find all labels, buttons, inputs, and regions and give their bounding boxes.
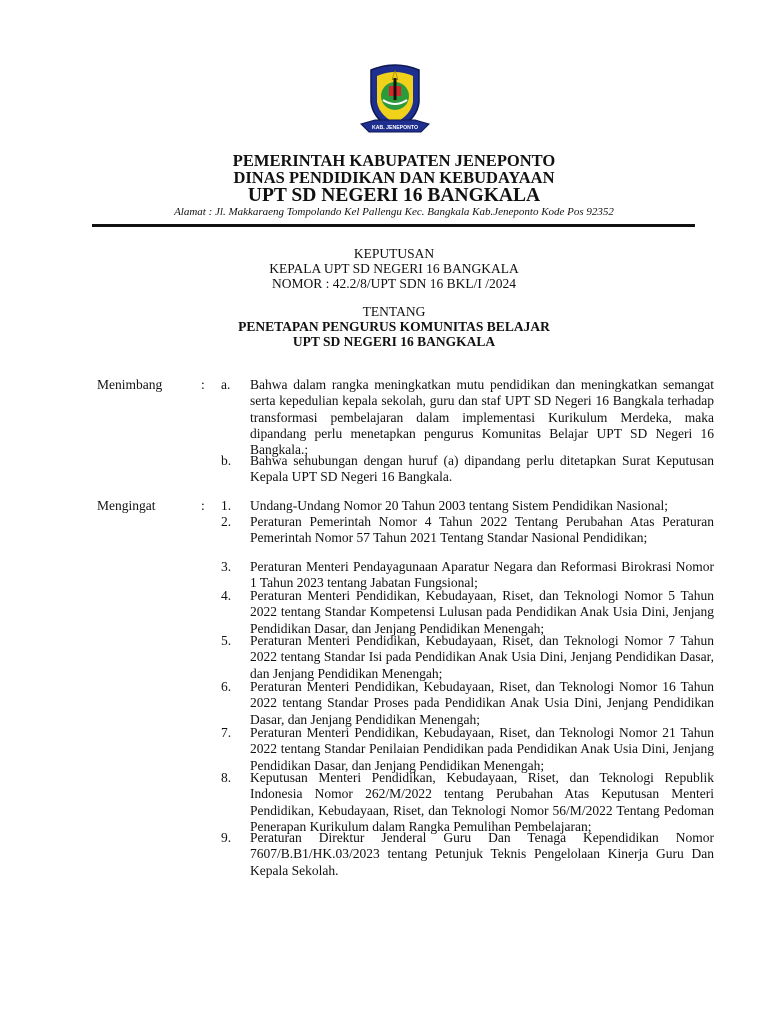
mengingat-item-text: Peraturan Menteri Pendidikan, Kebudayaan, Riset, dan Teknologi Nomor 7 Tahun 2022 tentang Standar Isi pada Pendidikan Anak Usia Dini, Jenjang Pendidikan Dasar, dan Jenjang Pendidikan Menengah; [250, 633, 714, 681]
mengingat-marker: 7. [221, 725, 232, 740]
menimbang-colon: : [201, 377, 205, 392]
mengingat-marker: 5. [221, 633, 232, 648]
mengingat-marker: 9. [221, 830, 232, 845]
mengingat-marker: 2. [221, 514, 232, 529]
letterhead-divider [92, 224, 695, 227]
mengingat-item-text: Undang-Undang Nomor 20 Tahun 2003 tentang Sistem Pendidikan Nasional; [250, 498, 668, 513]
mengingat-item-text: Keputusan Menteri Pendidikan, Kebudayaan, Riset, dan Teknologi Republik Indonesia Nomor 262/M/2022 tentang Perubahan Atas Keputusan Menteri Pendidikan, Kebudayaan, Riset, dan Teknologi Nomor 56/M/2022 Tentang Pedoman Penerapan Kurikulum dalam Rangka Pemulihan Pembelajaran; [250, 770, 714, 834]
mengingat-marker: 1. [221, 498, 232, 513]
mengingat-marker: 3. [221, 559, 232, 574]
letterhead-government-line: PEMERINTAH KABUPATEN JENEPONTO [232, 151, 556, 170]
mengingat-colon: : [201, 498, 205, 513]
regency-emblem-logo [351, 60, 439, 140]
menimbang-item-text: Bahwa dalam rangka meningkatkan mutu pendidikan dan meningkatkan semangat serta kepedulian kepala sekolah, guru dan staf UPT SD Negeri 16 Bangkala terhadap transformasi pembelajaran dalam implementasi Kurikulum Merdeka, maka dipandang perlu menetapkan pengurus Komunitas Belajar UPT SD Negeri 16 Bangkala.; [250, 377, 714, 458]
logo-banner-text: KAB. JENEPONTO [371, 125, 419, 131]
menimbang-marker: a. [221, 377, 231, 392]
decree-issuer: KEPALA UPT SD NEGERI 16 BANGKALA [269, 261, 519, 276]
mengingat-item-text: Peraturan Pemerintah Nomor 4 Tahun 2022 Tentang Perubahan Atas Peraturan Pemerintah Nomor 57 Tahun 2021 Tentang Standar Nasional Pendidikan; [250, 514, 714, 546]
mengingat-item-text: Peraturan Menteri Pendayagunaan Aparatur Negara dan Reformasi Birokrasi Nomor 1 Tahun 2023 tentang Jabatan Fungsional; [250, 559, 714, 591]
letterhead-school-name: UPT SD NEGERI 16 BANGKALA [247, 185, 541, 206]
letterhead-department-line: DINAS PENDIDIKAN DAN KEBUDAYAAN [233, 168, 555, 187]
mengingat-item-text: Peraturan Menteri Pendidikan, Kebudayaan, Riset, dan Teknologi Nomor 21 Tahun 2022 tentang Standar Penilaian Pendidikan pada Pendidikan Anak Usia Dini, Jenjang Pendidikan Dasar, dan Jenjang Pendidikan Menengah; [250, 725, 714, 773]
mengingat-marker: 6. [221, 679, 232, 694]
decree-about-heading: TENTANG [362, 304, 426, 319]
decree-heading: KEPUTUSAN [353, 246, 435, 261]
mengingat-item-text: Peraturan Menteri Pendidikan, Kebudayaan, Riset, dan Teknologi Nomor 16 Tahun 2022 tentang Standar Proses pada Pendidikan Anak Usia Dini, Jenjang Pendidikan Dasar, dan Jenjang Pendidikan Menengah; [250, 679, 714, 727]
letterhead-address: Alamat : Jl. Makkaraeng Tompolando Kel Pallengu Kec. Bangkala Kab.Jeneponto Kode Pos 92352 [174, 206, 614, 218]
mengingat-item-text: Peraturan Menteri Pendidikan, Kebudayaan, Riset, dan Teknologi Nomor 5 Tahun 2022 tentang Standar Kompetensi Lulusan pada Pendidikan Anak Usia Dini, Jenjang Pendidikan Dasar, dan Jenjang Pendidikan Menengah; [250, 588, 714, 636]
menimbang-label: Menimbang [97, 377, 163, 392]
menimbang-item-text: Bahwa sehubungan dengan huruf (a) dipandang perlu ditetapkan Surat Keputusan Kepala UPT SD Negeri 16 Bangkala. [250, 453, 714, 485]
menimbang-marker: b. [221, 453, 232, 468]
decree-subject-line2: UPT SD NEGERI 16 BANGKALA [292, 334, 496, 349]
mengingat-item-text: Peraturan Direktur Jenderal Guru Dan Tenaga Kependidikan Nomor 7607/B.B1/HK.03/2023 tentang Petunjuk Teknis Pengelolaan Kinerja Guru Dan Kepala Sekolah. [250, 830, 714, 878]
decree-subject-line1: PENETAPAN PENGURUS KOMUNITAS BELAJAR [238, 319, 550, 334]
mengingat-label: Mengingat [97, 498, 156, 513]
mengingat-marker: 4. [221, 588, 232, 603]
mengingat-marker: 8. [221, 770, 232, 785]
decree-number: NOMOR : 42.2/8/UPT SDN 16 BKL/I /2024 [272, 276, 516, 291]
